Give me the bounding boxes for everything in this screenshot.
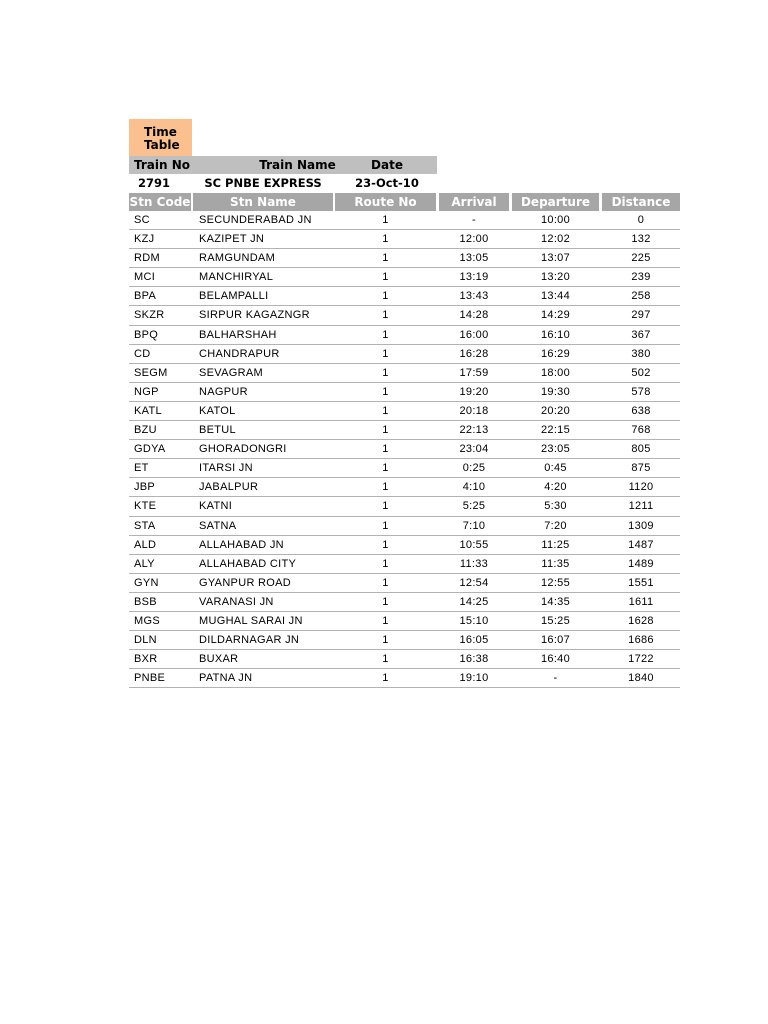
route-no: 1 [382,672,389,685]
route-no: 1 [382,271,389,284]
table-row [129,612,680,631]
arrival-time: 13:19 [459,271,489,284]
table-row [129,230,680,249]
station-code: DLN [134,634,157,647]
departure-time: 16:10 [540,328,571,341]
table-row [129,306,680,325]
departure-time: 11:25 [541,538,570,551]
station-name: KATNI [199,500,233,513]
departure-time: 0:45 [544,462,567,475]
distance: 239 [631,271,651,284]
departure-time: 16:40 [540,653,571,666]
departure-time: 12:02 [540,233,571,246]
station-code: BZU [134,424,157,437]
arrival-time: 12:00 [459,233,489,246]
table-row [129,497,680,516]
departure-time: 20:20 [540,404,571,417]
column-header-departure: Departure [512,193,599,211]
station-code: SC [134,214,150,226]
table-row [129,440,680,459]
station-code: CD [134,347,151,360]
departure-time: 14:29 [540,309,571,322]
arrival-time: 19:10 [459,672,489,685]
route-no: 1 [382,557,389,570]
departure-time: 4:20 [544,481,567,494]
table-row [129,402,680,421]
distance: 225 [631,252,651,265]
station-code: RDM [134,252,160,265]
arrival-time: 4:10 [462,481,486,494]
station-name: SATNA [199,519,237,532]
route-no: 1 [382,366,389,379]
station-code: JBP [134,481,156,494]
station-name: JABALPUR [199,481,259,494]
column-header-arrival: Arrival [439,193,509,211]
station-name: PATNA JN [199,672,253,685]
station-name: BALHARSHAH [199,328,277,341]
distance: 1628 [628,614,654,627]
station-table-body [129,211,680,688]
station-name: CHANDRAPUR [199,347,280,360]
distance: 380 [631,347,651,360]
departure-time: 15:25 [540,614,571,627]
station-code: KZJ [134,233,155,246]
station-name: MUGHAL SARAI JN [199,614,303,627]
train-name: SC PNBE EXPRESS [204,176,322,190]
train-info-row [129,174,437,192]
arrival-time: - [472,214,476,226]
station-code: BXR [134,653,158,666]
distance: 578 [631,385,651,398]
station-code: MGS [134,614,160,627]
departure-time: 16:29 [540,347,571,360]
departure-time: 10:00 [540,214,571,226]
station-code: SKZR [134,309,165,322]
column-header-stn-name: Stn Name [193,193,333,211]
route-no: 1 [382,290,389,303]
arrival-time: 13:05 [459,252,489,265]
distance: 1120 [628,481,654,494]
station-name: ITARSI JN [199,462,253,475]
departure-time: 13:20 [540,271,571,284]
arrival-time: 12:54 [459,576,489,589]
arrival-time: 10:55 [459,538,489,551]
station-name: RAMGUNDAM [199,252,276,265]
distance: 367 [631,328,651,341]
station-name: KAZIPET JN [199,233,265,246]
route-no: 1 [382,443,389,456]
train-number: 2791 [137,176,170,190]
arrival-time: 22:13 [459,424,489,437]
arrival-time: 16:28 [459,347,489,360]
train-date: 23-Oct-10 [355,176,419,190]
station-name: KATOL [199,404,236,417]
departure-time: 11:35 [541,557,570,570]
distance: 297 [631,309,651,322]
table-row [129,593,680,612]
distance: 1489 [628,557,654,570]
distance: 768 [631,424,651,437]
distance: 1840 [628,672,654,685]
station-code: ET [134,462,149,475]
route-no: 1 [382,653,389,666]
route-no: 1 [382,462,389,475]
station-name: MANCHIRYAL [199,271,274,284]
table-row [129,383,680,402]
station-code: GYN [134,576,159,589]
route-no: 1 [382,347,389,360]
station-code: BPA [134,290,157,303]
station-name: BUXAR [199,653,239,666]
distance: 1309 [628,519,654,532]
station-name: GYANPUR ROAD [199,576,292,589]
station-name: GHORADONGRI [199,443,287,456]
station-name: ALLAHABAD JN [199,538,284,551]
table-row [129,268,680,287]
table-row [129,631,680,650]
route-no: 1 [382,214,389,226]
route-no: 1 [382,424,389,437]
column-header-route-no: Route No [335,193,436,211]
distance: 1551 [628,576,654,589]
departure-time: 7:20 [544,519,567,532]
route-no: 1 [382,614,389,627]
distance: 132 [631,233,651,246]
train-no-header: Train No [133,158,190,172]
departure-time: 13:07 [540,252,571,265]
station-name: DILDARNAGAR JN [199,634,300,647]
departure-time: 19:30 [540,385,571,398]
route-no: 1 [382,385,389,398]
table-row [129,459,680,478]
station-code: PNBE [134,672,166,685]
arrival-time: 7:10 [462,519,486,532]
table-row [129,517,680,536]
route-no: 1 [382,309,389,322]
distance: 1722 [628,653,654,666]
departure-time: 13:44 [540,290,571,303]
route-no: 1 [382,519,389,532]
train-name-header: Train Name [259,158,336,172]
arrival-time: 20:18 [459,404,489,417]
station-code: SEGM [134,366,168,379]
column-header-distance: Distance [602,193,680,211]
station-code: NGP [134,385,159,398]
arrival-time: 16:00 [459,328,489,341]
departure-time: 5:30 [544,500,567,513]
distance: 1487 [628,538,654,551]
departure-time: 23:05 [540,443,571,456]
distance: 258 [631,290,651,303]
distance: 1611 [628,595,654,608]
table-row [129,345,680,364]
station-code: MCI [134,271,156,284]
route-no: 1 [382,252,389,265]
station-code: KTE [134,500,157,513]
station-name: BELAMPALLI [199,290,269,303]
route-no: 1 [382,481,389,494]
station-code: ALY [134,557,155,570]
station-name: BETUL [199,424,236,437]
arrival-time: 14:25 [459,595,489,608]
table-row [129,555,680,574]
table-row [129,326,680,345]
table-row [129,650,680,669]
arrival-time: 23:04 [459,443,489,456]
train-info-header [129,156,437,174]
distance: 875 [631,462,651,475]
route-no: 1 [382,328,389,341]
station-code: BSB [134,595,157,608]
arrival-time: 14:28 [459,309,489,322]
table-row [129,478,680,497]
departure-time: 18:00 [540,366,571,379]
station-code: STA [134,519,156,532]
distance: 805 [631,443,651,456]
arrival-time: 13:43 [459,290,489,303]
arrival-time: 11:33 [459,557,489,570]
table-row [129,421,680,440]
route-no: 1 [382,576,389,589]
route-no: 1 [382,538,389,551]
route-no: 1 [382,233,389,246]
date-header: Date [371,158,403,172]
arrival-time: 5:25 [462,500,486,513]
arrival-time: 16:38 [459,653,489,666]
distance: 638 [631,404,651,417]
table-row [129,669,680,688]
station-name: SIRPUR KAGAZNGR [199,309,310,322]
table-row [129,249,680,268]
station-name: SECUNDERABAD JN [199,214,312,226]
station-code: BPQ [134,328,159,341]
station-name: ALLAHABAD CITY [199,557,297,570]
departure-time: 12:55 [540,576,571,589]
route-no: 1 [382,404,389,417]
station-name: SEVAGRAM [199,366,263,379]
station-name: NAGPUR [199,385,248,398]
arrival-time: 16:05 [459,634,489,647]
arrival-time: 17:59 [459,366,489,379]
table-row [129,211,680,230]
route-no: 1 [382,634,389,647]
table-row [129,536,680,555]
distance: 0 [637,214,645,226]
station-code: KATL [134,404,162,417]
station-code: ALD [134,538,157,551]
station-name: VARANASI JN [199,595,274,608]
station-code: GDYA [134,443,166,456]
table-row [129,364,680,383]
time-table-label: Time Table [129,119,192,156]
column-header-stn-code: Stn Code [129,195,191,209]
distance: 1211 [628,500,654,513]
departure-time: 22:15 [540,424,571,437]
distance: 1686 [628,634,654,647]
route-no: 1 [382,595,389,608]
route-no: 1 [382,500,389,513]
table-row [129,287,680,306]
table-row [129,574,680,593]
arrival-time: 19:20 [459,385,489,398]
departure-time: - [553,672,558,685]
departure-time: 16:07 [540,634,571,647]
departure-time: 14:35 [540,595,571,608]
arrival-time: 0:25 [462,462,486,475]
distance: 502 [631,366,651,379]
arrival-time: 15:10 [459,614,489,627]
